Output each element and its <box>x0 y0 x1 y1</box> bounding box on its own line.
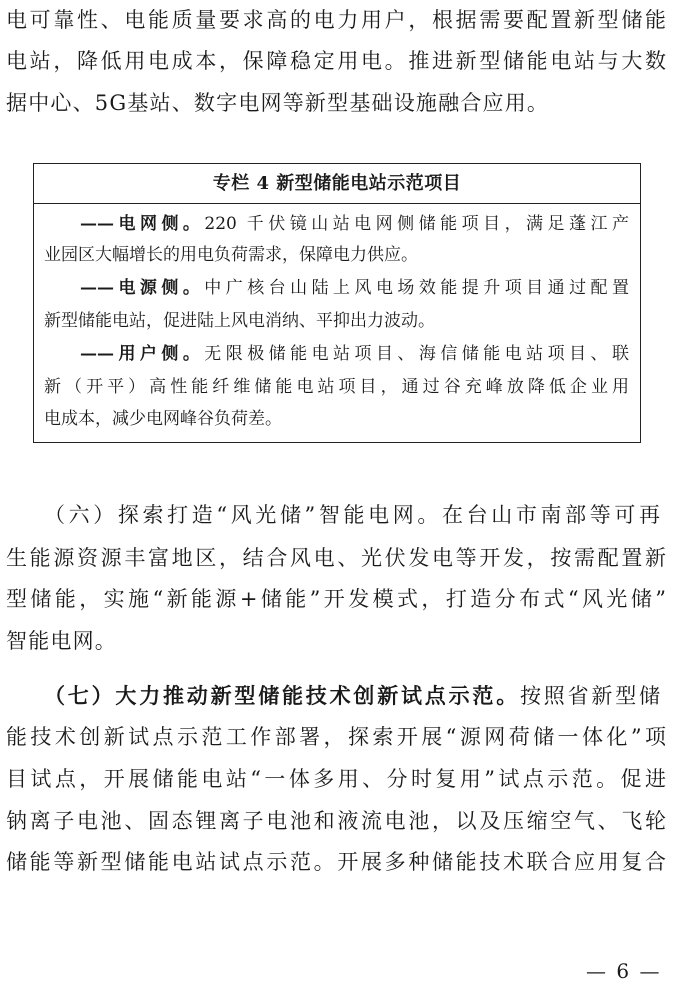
source-side-text: 中广核台山陆上风电场效能提升项目通过配置 <box>204 278 630 298</box>
section6-line-4: 智能电网。 <box>6 629 117 653</box>
section7-line-4: 钠离子电池、固态锂离子电池和液流电池，以及压缩空气、飞轮 <box>6 809 666 833</box>
section7-line-3: 目试点，开展储能电站“一体多用、分时复用”试点示范。促进 <box>6 767 666 791</box>
intro-line-3: 据中心、5G基站、数字电网等新型基础设施融合应用。 <box>6 91 550 115</box>
user-side-text: 无限极储能电站项目、海信储能电站项目、联 <box>204 344 630 364</box>
section6-line-2: 生能源资源丰富地区，结合风电、光伏发电等开发，按需配置新 <box>6 546 666 570</box>
section7-line-1-text: 按照省新型储 <box>520 684 660 708</box>
section6-line-1: （六）探索打造“风光储”智能电网。在台山市南部等可再 <box>44 503 660 527</box>
user-side-line-1 <box>80 342 629 366</box>
box-title: 专栏 4 新型储能电站示范项目 <box>34 164 640 204</box>
section6-line-3: 型储能，实施“新能源+储能”开发模式，打造分布式“风光储” <box>6 587 666 611</box>
source-side-line-1 <box>80 276 629 300</box>
source-side-heading: ——电源侧。 <box>80 278 205 298</box>
section7-heading: （七）大力推动新型储能技术创新试点示范。 <box>44 683 520 708</box>
intro-line-2: 电站，降低用电成本，保障稳定用电。推进新型储能电站与大数 <box>6 49 666 73</box>
user-side-line-3: 电成本，减少电网峰谷负荷差。 <box>44 409 282 429</box>
user-side-heading: ——用户侧。 <box>80 344 205 364</box>
intro-line-1: 电可靠性、电能质量要求高的电力用户，根据需要配置新型储能 <box>6 8 666 32</box>
section7-line-1 <box>44 682 660 710</box>
special-column-box <box>33 163 641 443</box>
grid-side-line-1 <box>80 212 629 236</box>
section7-line-2: 能技术创新试点示范工作部署，探索开展“源网荷储一体化”项 <box>6 725 666 749</box>
user-side-line-2: 新（开平）高性能纤维储能电站项目，通过谷充峰放降低企业用 <box>44 377 629 397</box>
section7-line-5: 储能等新型储能电站试点示范。开展多种储能技术联合应用复合 <box>6 850 666 874</box>
page-number: — 6 — <box>586 959 662 983</box>
source-side-line-2: 新型储能电站，促进陆上风电消纳、平抑出力波动。 <box>44 311 435 331</box>
grid-side-text: 220 千伏镜山站电网侧储能项目，满足蓬江产 <box>204 214 629 234</box>
grid-side-heading: ——电网侧。 <box>80 214 205 234</box>
grid-side-line-2: 业园区大幅增长的用电负荷需求，保障电力供应。 <box>44 245 418 265</box>
